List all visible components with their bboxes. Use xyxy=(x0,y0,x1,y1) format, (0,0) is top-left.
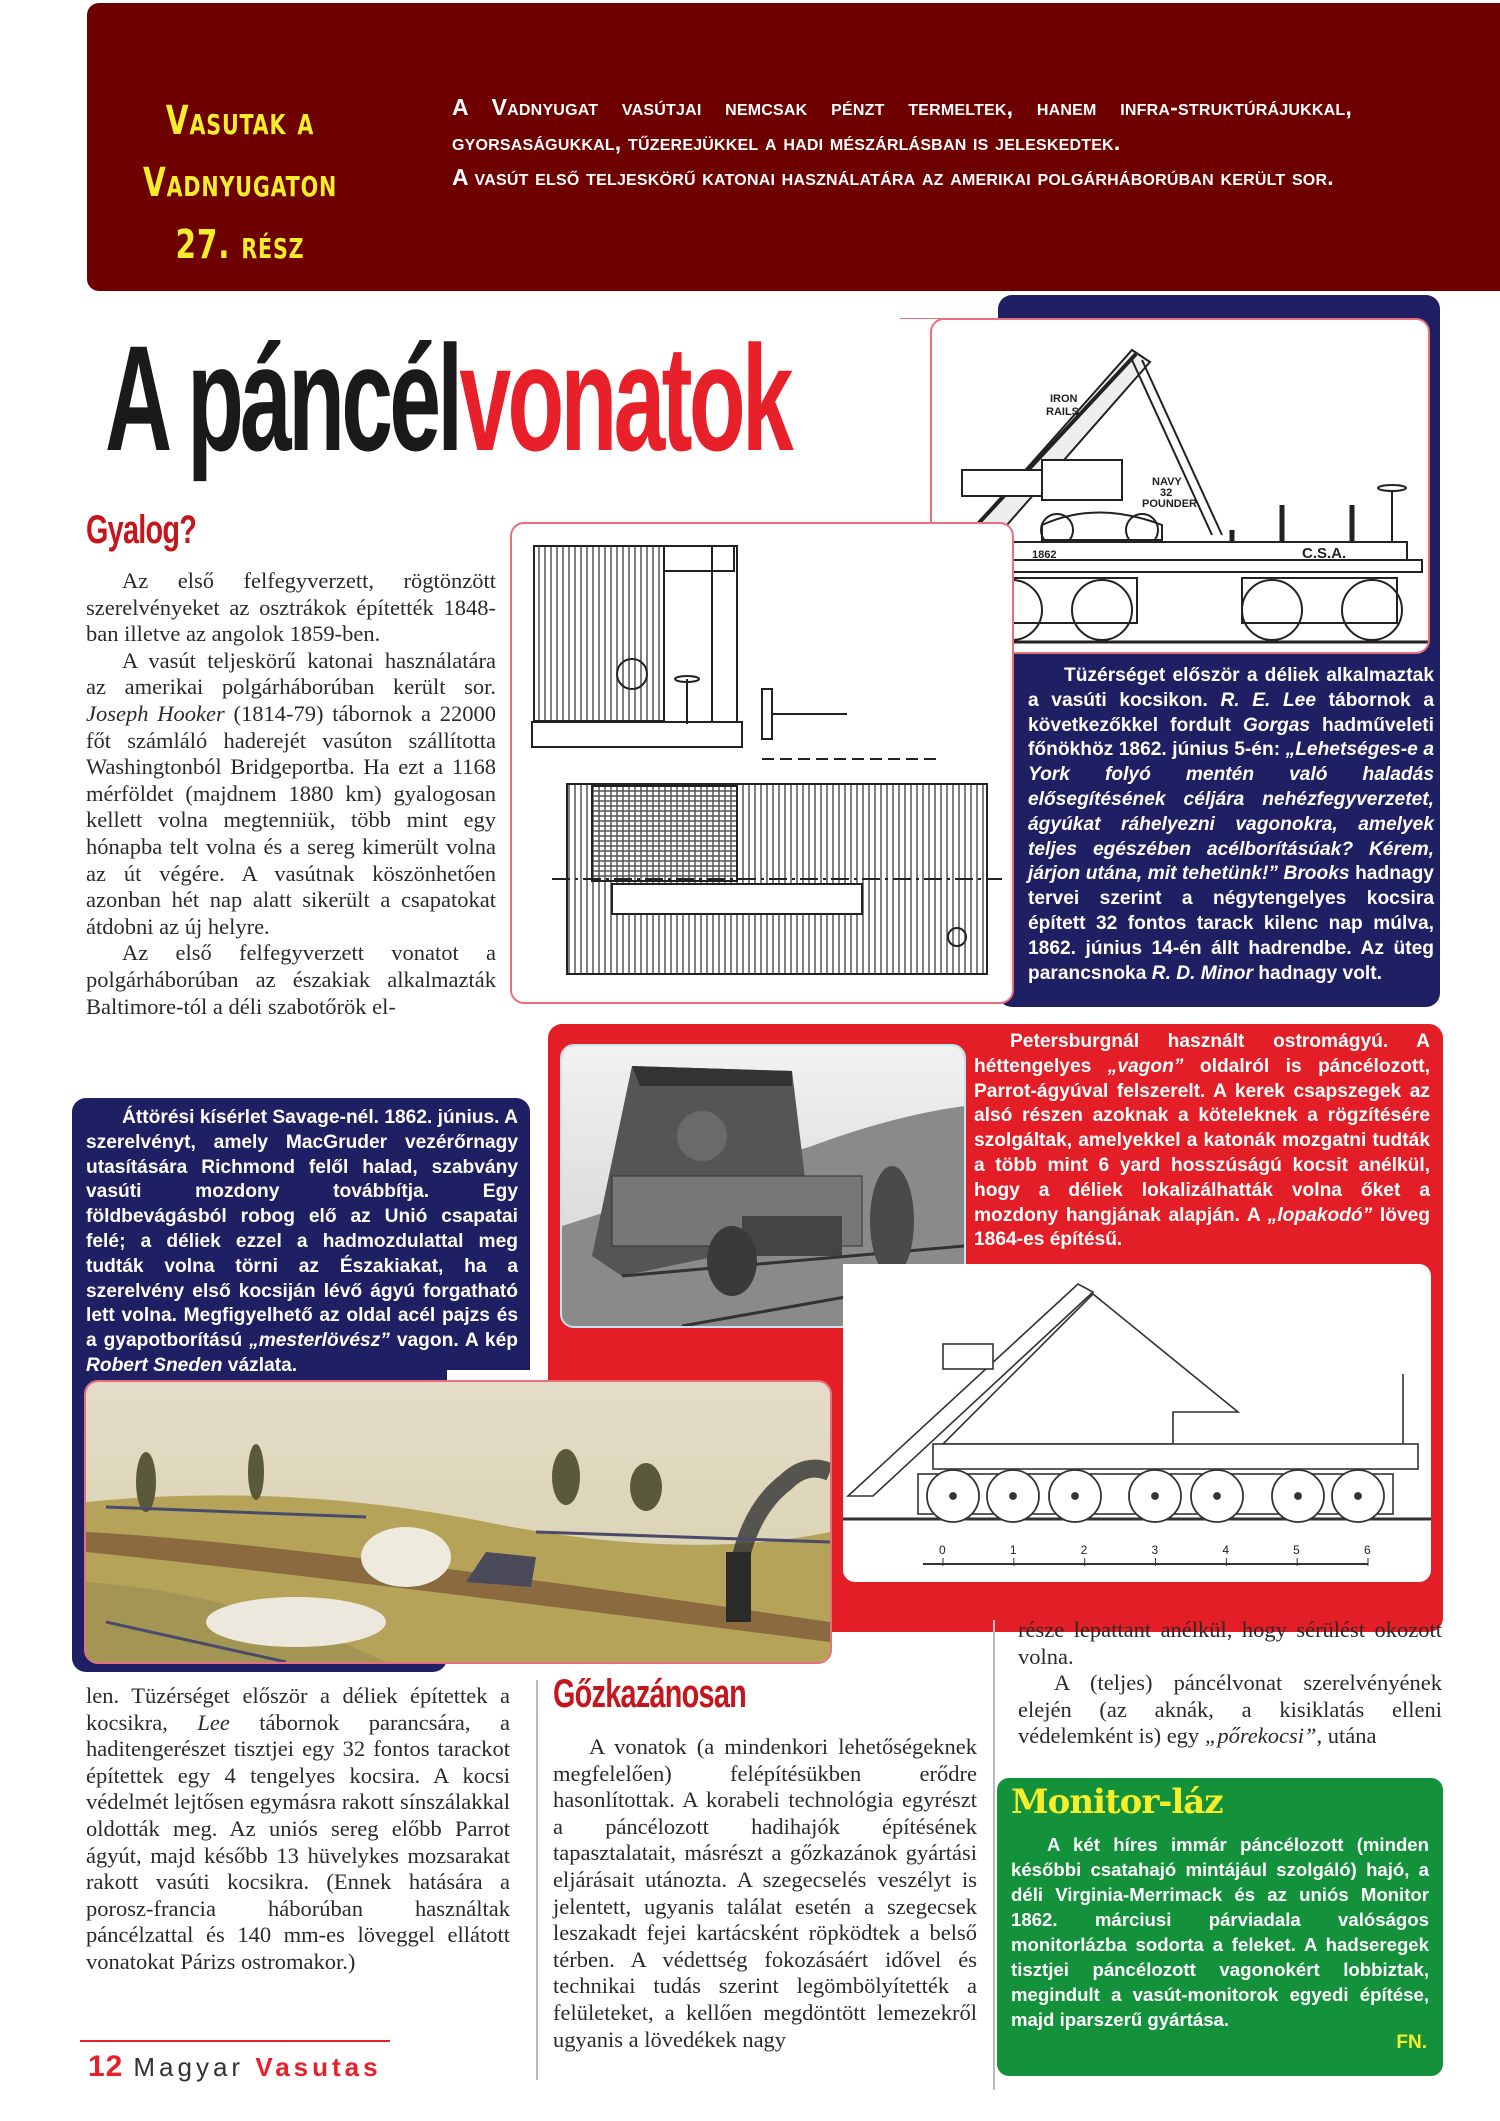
series-label xyxy=(125,90,355,276)
monitor-heading: Monitor-láz xyxy=(1011,1782,1223,1822)
series-line-2: Vadnyugaton xyxy=(142,160,338,206)
paragraph: Az első felfegyverzett vonatot a polgárháborúban az északiak alkalmazták Baltimore-tól a déli szabotőrök el- xyxy=(86,940,496,1019)
footer-rule xyxy=(80,2040,390,2042)
lead-text-2: A vasút első teljeskörű katonai használatára az amerikai polgárháborúban került sor. xyxy=(452,164,1334,190)
wheel-hub xyxy=(1355,1493,1361,1499)
paragraph: A (teljes) páncélvonat szerelvényének elején (az aknák, a kisiklatás elleni védelemként is) egy „pőrekocsi”, utána xyxy=(1018,1670,1442,1749)
scale-tick-label: 4 xyxy=(1222,1543,1230,1557)
diagram-plan-frame xyxy=(510,522,1014,1004)
series-line-1: Vasutak a xyxy=(165,98,315,144)
diagram-petersburg-frame xyxy=(843,1264,1431,1582)
series-line-3: 27. rész xyxy=(175,222,305,268)
lead-text-1: A Vadnyugat vasútjai nemcsak pénzt termeltek, hanem infra-struktúrájukkal, gyorsaságukkal, tűzerejükkel a hadi mészárlásban is jeleskedtek. xyxy=(452,94,1352,155)
title-part-black: A páncél xyxy=(105,314,460,482)
scale-tick-label: 2 xyxy=(1080,1543,1088,1557)
paragraph: len. Tüzérséget először a déliek építettek a kocsikra, Lee tábornok parancsára, a haditengerészet tisztjei egy 32 fontos tarackot építettek egy 4 tengelyes kocsira. A kocsi védelmét lejtősen egymásra rakott sínszálakkal oldották meg. Az uniós sereg előbb Parrot ágyút, majd később 13 hüvelykes mozsarakat rakott vasúti kocsikra. (Ennek hatására a porosz-francia háborúban használtak páncélzattal és 140 mm-es löveggel ellátott vonatokat Párizs ostromakor.) xyxy=(86,1683,510,1974)
title-part-red: vonatok xyxy=(459,314,790,482)
heading-gyalog: Gyalog? xyxy=(86,508,197,552)
armored-car-plan-diagram xyxy=(512,524,1012,1002)
paragraph: A vonatok (a mindenkori lehetőségeknek megfelelően) felépítésükben erődre hasonlítottak. A korabeli technológia egyrészt a páncélozott hadihajók építésének tapasztalatait, másrészt a gőzkazánok gyártási eljárásait utánozta. A szegecselés veszélyt is jelentett, ugyanis találat esetén a szegecsek leszakadt fejei kartácsként röpködtek a belső térben. A védettség fokozásáért idővel és technikai tudás szerint legömbölyítették a felületeket, a kellően megdöntött lemezekről ugyanis a lövedékek nagy xyxy=(553,1734,977,2052)
author-signature: FN. xyxy=(1396,2032,1427,2053)
wheel-hub xyxy=(950,1493,956,1499)
column-divider xyxy=(993,1620,995,2090)
caption-lee: Tüzérséget először a déliek alkalmaztak a vasúti kocsikon. R. E. Lee tábornok a következőkkel fordult Gorgas hadműveleti főnökhöz 1862. június 5-én: „Lehetséges-e a York folyó mentén való haladás elősegítésének céljára nehézfegyverzetet, ágyúkat ráhelyezni vagonokra, amelyek teljes egészében acélborításúak? Kérem, járjon utána, mit tehetünk!” Brooks hadnagy tervei szerint a négytengelyes kocsira épített 32 fontos tarack kilenc nap múlva, 1862. június 14-én állt hadrendbe. Az üteg parancsnoka R. D. Minor hadnagy volt. xyxy=(1028,665,1434,984)
sidebar-monitor-laz xyxy=(997,1778,1443,2076)
label-rails: RAILS xyxy=(1046,406,1079,418)
scale-tick-label: 6 xyxy=(1364,1543,1371,1557)
label-iron: IRON xyxy=(1050,393,1078,405)
wheel-hub xyxy=(1010,1493,1016,1499)
text-column-middle xyxy=(553,1734,977,2053)
paragraph: Az első felfegyverzett, rögtönzött szerelvényeket az osztrákok építették 1848-ban illetve az angolok 1859-ben. xyxy=(86,568,496,647)
text-column-left-bottom xyxy=(86,1683,510,1976)
magazine-name-part2: Vasutas xyxy=(255,2052,382,2082)
label-navy: NAVY xyxy=(1152,476,1182,488)
heading-gozkazanosan: Gőzkazánosan xyxy=(553,1672,747,1716)
label-year: 1862 xyxy=(1032,549,1057,561)
monitor-text: A két híres immár páncélozott (minden későbbi csatahajó mintájául szolgáló) hajó, a déli Virginia-Merrimack és az uniós Monitor 1862. márciusi párviadala valóságos monitorlázba sodorta a feleket. A hadseregek tisztjei páncélozott vagonokért lobbiztak, megindult a vasút-monitorok egyedi építése, majd iparszerű gyártása. xyxy=(1011,1834,1429,2030)
wheel-hub xyxy=(1214,1493,1220,1499)
caption-petersburg: Petersburgnál használt ostromágyú. A héttengelyes „vagon” oldalról is páncélozott, Parrot-ágyúval felszerelt. A kerek csapszegek az alsó részen azoknak a köteleknek a rögzítésére szolgáltak, amelyekkel a katonák mozgatni tudták a több mint 6 yard hosszúságú kocsit anélkül, hogy a déliek lokalizálhatták volna őket a mozdony hangjának alapján. A „lopakodó” löveg 1864-es építésű. xyxy=(974,1031,1431,1251)
paragraph: A vasút teljeskörű katonai használatára az amerikai polgárháborúban került sor. Joseph Hooker (1814-79) tábornok a 22000 főt számláló haderejét vasúton szállította Washingtonból Bridgeportba. Ha ezt a 1168 mérföldet (majdnem 1880 km) gyalogosan kellett volna megtenniük, több mint egy hónapba telt volna és a sereg kimerült volna az út végére. A vasútnak köszönhetően azonban hét nap alatt sikerült a csapatokat átdobni az új helyre. xyxy=(86,647,496,939)
label-32: 32 xyxy=(1160,487,1173,499)
wheel-hub xyxy=(1072,1493,1078,1499)
label-csa: C.S.A. xyxy=(1302,545,1347,562)
battle-painting xyxy=(86,1382,830,1662)
wheel-hub xyxy=(1295,1493,1301,1499)
wheel-hub xyxy=(1152,1493,1158,1499)
magazine-name-part1: Magyar xyxy=(133,2052,245,2082)
scale-tick-label: 5 xyxy=(1293,1543,1300,1557)
caption-savage: Áttörési kísérlet Savage-nél. 1862. június. A szerelvényt, amely MacGruder vezérőrnagy utasítására Richmond felől halad, szabvány vasúti mozdony továbbítja. Egy földbevágásból robog elő az Unió csapatai felé; a déliek ezzel a hadmozdulattal meg tudták volna törni az Északiakat, ha a szerelvény első kocsiján lévő ágyú forgatható lett volna. Megfigyelhető az oldal acél pajzs és a gyapotborítású „mesterlövész” vagon. A kép Robert Sneden vázlata. xyxy=(86,1107,518,1376)
scale-tick-label: 0 xyxy=(939,1543,946,1557)
page-footer xyxy=(88,2050,382,2084)
petersburg-gun-car-diagram xyxy=(843,1264,1431,1582)
text-column-right xyxy=(1018,1617,1442,1750)
painting-savage-battle xyxy=(84,1380,832,1664)
article-title xyxy=(105,314,790,482)
scale-tick-label: 1 xyxy=(1009,1543,1017,1557)
lead-paragraph xyxy=(452,90,1352,195)
text-column-left-top xyxy=(86,568,496,1020)
column-divider xyxy=(536,1680,538,2080)
scale-tick-label: 3 xyxy=(1151,1543,1159,1557)
page-number: 12 xyxy=(88,2050,124,2083)
paragraph: része lepattant anélkül, hogy sérülést okozott volna. xyxy=(1018,1617,1442,1669)
label-pounder: POUNDER xyxy=(1142,498,1198,510)
